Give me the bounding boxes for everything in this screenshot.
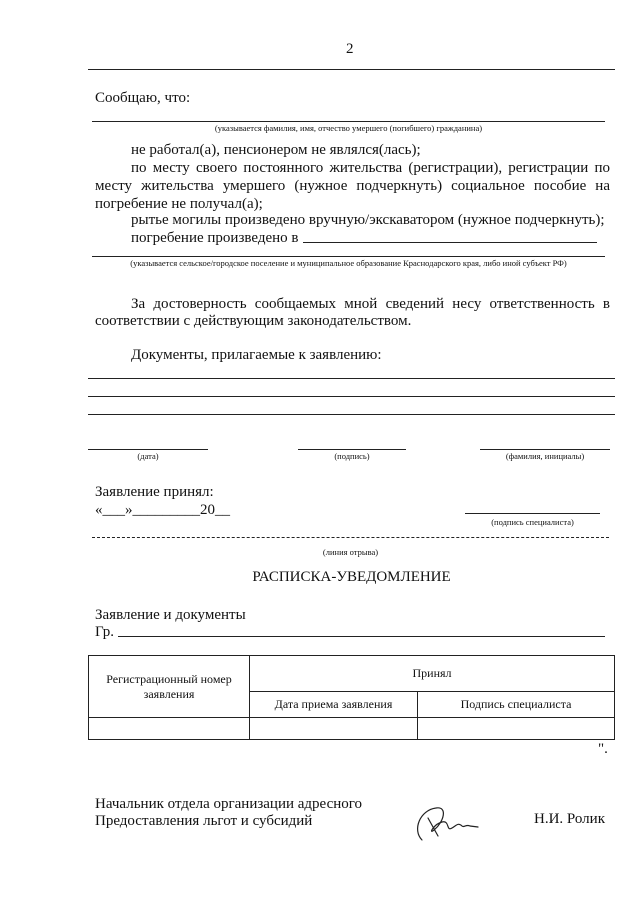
accepted-label: Заявление принял: — [95, 484, 214, 500]
position-line-1: Начальник отдела организации адресного — [95, 796, 363, 812]
statement-benefit-3: погребение не получал(а); — [95, 196, 263, 212]
page-number: 2 — [346, 41, 354, 57]
specialist-signature-line — [465, 513, 600, 514]
accepted-header: Принял — [250, 656, 615, 692]
handwritten-signature — [408, 800, 488, 848]
statement-not-worked: не работал(а), пенсионером не являлся(лась); — [131, 142, 421, 158]
statement-digging: рытье могилы произведено вручную/экскаватором (нужное подчеркнуть); — [131, 212, 605, 228]
cut-line — [92, 537, 609, 538]
receipt-citizen-label: Гр. — [95, 624, 114, 640]
burial-place-line-2 — [92, 256, 605, 257]
responsibility-1: За достоверность сообщаемых мной сведений несу ответственность в — [131, 296, 610, 312]
closing-quote: ". — [598, 741, 608, 757]
receipt-title: РАСПИСКА-УВЕДОМЛЕНИЕ — [252, 569, 451, 585]
fullname-line — [480, 449, 610, 450]
statement-benefit-2: месту жительства умершего (нужное подчеркнуть) социальное пособие на — [95, 178, 610, 194]
reg-number-cell — [89, 718, 250, 740]
receipt-docs-label: Заявление и документы — [95, 607, 246, 623]
reg-number-header: Регистрационный номер заявления — [89, 656, 250, 718]
registration-table — [88, 655, 615, 740]
position-line-2: Предоставления льгот и субсидий — [95, 813, 313, 829]
date-cell — [250, 718, 418, 740]
intro-text: Сообщаю, что: — [95, 90, 191, 106]
signature-cell — [418, 718, 615, 740]
documents-line-1 — [88, 378, 615, 379]
statement-burial: погребение произведено в — [131, 230, 299, 246]
signature-hint: (подпись) — [334, 451, 370, 461]
signature-line — [298, 449, 406, 450]
date-hint: (дата) — [137, 451, 159, 461]
date-column-header: Дата приема заявления — [250, 692, 418, 718]
deceased-name-line — [92, 121, 605, 122]
documents-line-2 — [88, 396, 615, 397]
documents-line-3 — [88, 414, 615, 415]
header-rule — [88, 69, 615, 70]
burial-place-hint: (указывается сельское/городское поселение и муниципальное образование Краснодарского края, либо иной субъект РФ) — [130, 258, 567, 268]
statement-benefit-1: по месту своего постоянного жительства (регистрации), регистрации по — [131, 160, 610, 176]
fullname-hint: (фамилия, инициалы) — [505, 451, 585, 461]
deceased-hint: (указывается фамилия, имя, отчество умершего (погибшего) гражданина) — [214, 123, 483, 133]
specialist-signature-hint: (подпись специалиста) — [491, 517, 574, 527]
signature-column-header: Подпись специалиста — [418, 692, 615, 718]
head-name: Н.И. Ролик — [534, 811, 605, 827]
responsibility-2: соответствии с действующим законодательством. — [95, 313, 412, 329]
date-line — [88, 449, 208, 450]
burial-place-line — [303, 242, 597, 243]
accepted-date: «___»_________20__ — [95, 502, 230, 518]
documents-label: Документы, прилагаемые к заявлению: — [131, 347, 382, 363]
citizen-name-line — [118, 636, 605, 637]
cut-line-label: (линия отрыва) — [322, 547, 379, 557]
